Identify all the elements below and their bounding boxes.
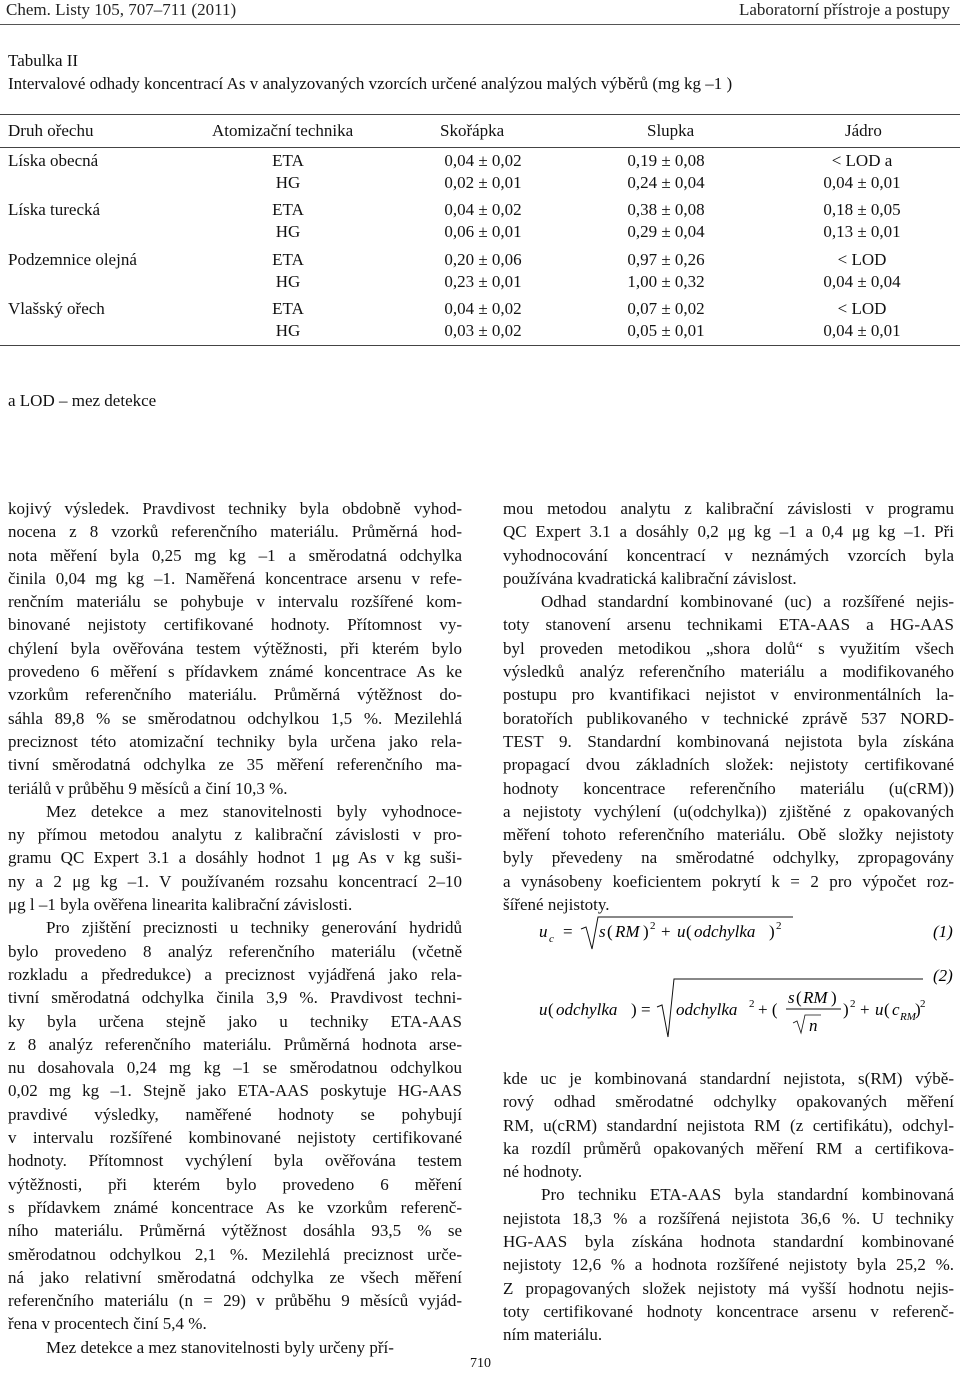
text-line: ny přímou metodou analytu z kalibrační závislosti v pro- [8,825,462,845]
table-cell-kernel: < LOD a [831,151,893,170]
table-cell-skin: 0,19 ± 0,08 [627,151,705,170]
table-cell-shell: 0,06 ± 0,01 [444,222,522,241]
table-cell-shell: 0,04 ± 0,02 [444,200,522,219]
text-line: výtěžnosti, při kterém bylo provedeno 6 měření [8,1174,462,1194]
equation-1-number: (1) [933,922,953,941]
text-line: ky byla určena stejně jako u techniky ETA-AAS [8,1011,462,1031]
svg-text:): ) [831,988,837,1007]
svg-text:=: = [641,1000,651,1019]
text-line: μg l –1 byla ověřena linearita kalibrační závislosti. [8,895,353,915]
text-line: toty certifikované hodnoty koncentrace arsenu v referenč- [503,1301,954,1321]
svg-text:n: n [809,1016,818,1035]
svg-text:RM: RM [900,1011,916,1023]
table-cell-technique: ETA [272,299,304,318]
table-cell-skin: 0,29 ± 0,04 [627,222,705,241]
text-line: sáhla 89,8 % se směrodatnou odchylkou 1,5 %. Mezilehlá [8,708,462,728]
text-line: chýlení byla ověřována testem výtěžnosti, při kterém bylo [8,638,462,658]
text-line: propagací dvou základních složek: nejistoty certifikované [503,755,954,775]
table-cell-kernel: 0,18 ± 0,05 [823,200,901,219]
right-text-column-bottom [503,1067,954,1347]
text-line: HG-AAS byla získána hodnota standardní kombinované [503,1232,954,1252]
text-line: a vynásobeny koeficientem pokrytí k = 2 pro výpočet roz- [503,871,954,891]
running-header-section: Laboratorní přístroje a postupy [738,0,950,19]
right-text-column-top [503,497,954,916]
text-line: s přídavkem známé koncentrace As ke vzorkům referenč- [8,1197,462,1217]
table-caption-title: Tabulka II [8,51,79,70]
table-header-shell: Skořápka [440,121,505,140]
text-line: ního materiálu. Průměrná výtěžnost dosáhla 93,5 % se [8,1221,462,1241]
svg-text:u: u [677,922,686,941]
text-line: provedeno 6 měření s přídavkem známé koncentrace As ke [8,662,462,682]
table-cell-technique: HG [275,272,301,291]
text-line: nu dosahovala 0,24 mg kg –1 se směrodatnou odchylkou [8,1058,462,1078]
table-cell-technique: ETA [272,200,304,219]
text-line: gramu QC Expert 3.1 a dosáhly hodnot 1 μg As v kg suši- [8,848,462,868]
table-cell-kernel: 0,13 ± 0,01 [823,222,901,241]
table-cell-skin: 0,07 ± 0,02 [627,299,705,318]
table-cell-skin: 0,97 ± 0,26 [627,250,705,269]
svg-text:+: + [661,922,671,941]
text-line: z 8 analýz referenčního materiálu. Průměrná hodnota arse- [8,1034,462,1054]
table-cell-kernel: 0,04 ± 0,01 [823,321,901,340]
table-cell-shell: 0,02 ± 0,01 [444,173,522,192]
text-line: byl proveden metodikou „shora dolů“ s využitím všech [503,638,954,658]
table-cell-skin: 0,24 ± 0,04 [627,173,705,192]
svg-text:(: ( [686,922,692,941]
text-line: v intervalu rozšířené kombinované nejistoty certifikované [8,1128,462,1148]
table-caption-text: Intervalové odhady koncentrací As v analyzovaných vzorcích určené analýzou malých výběrů (mg kg –1 ) [8,74,733,93]
table-cell-skin: 0,05 ± 0,01 [627,321,705,340]
text-line: výsledků analýz referenčního materiálu a modifikovaného [503,662,954,682]
table-cell-kernel: < LOD [837,250,887,269]
text-line: binované nejistoty certifikované hodnoty. Přítomnost vy- [8,615,462,635]
text-line: měření tohoto referenčního materiálu. Obě složky nejistoty [503,825,954,845]
text-line: pravdivé výsledky, naměřené hodnoty se pohybují [8,1104,462,1124]
svg-text:(: ( [796,988,802,1007]
text-line: činila 0,04 mg kg –1. Naměřená koncentrace arsenu v refe- [8,568,462,588]
text-line: mou metodou analytu z kalibrační závislosti v programu [503,499,954,518]
text-line: kojivý výsledek. Pravdivost techniky byla obdobně vyhod- [8,499,462,518]
table-bottom-rule [0,345,960,346]
text-line: 0,02 mg kg –1. Stejně jako ETA-AAS poskytuje HG-AAS [8,1081,462,1101]
svg-text:): ) [631,1000,637,1019]
svg-text:u: u [539,922,548,941]
text-line: Z propagovaných složek nejistoty má vyšší hodnotu nejis- [503,1278,954,1298]
text-line: Odhad standardní kombinované (uc) a rozšířené nejis- [541,592,954,612]
table-cell-skin: 0,38 ± 0,08 [627,200,705,219]
table-top-rule [0,114,960,115]
text-line: RM, u(cRM) standardní nejistota RM (z certifikátu), odchyl- [503,1115,954,1135]
page-number: 710 [470,1356,491,1371]
text-line: postupu pro kvantifikaci nejistot v environmentálních la- [503,685,954,705]
equation-1 [539,917,793,949]
text-line: QC Expert 3.1 a dosáhly 0,2 μg kg –1 a 0,4 μg kg –1. Při [503,522,954,542]
table-cell-skin: 1,00 ± 0,32 [627,272,705,291]
header-rule [0,24,960,25]
svg-text:2: 2 [776,920,782,932]
svg-text:): ) [643,922,649,941]
svg-text:2: 2 [920,998,926,1010]
table-cell-technique: HG [275,173,301,192]
svg-text:c: c [892,1000,900,1019]
running-header-journal: Chem. Listy 105, 707–711 (2011) [6,0,237,19]
text-line: hodnoty. Přítomnost vychýlení byla ověřována testem [8,1151,462,1171]
text-line: nota měření byla 0,25 mg kg –1 a směrodatná odchylka [8,545,462,565]
svg-text:+ (: + ( [758,1000,778,1019]
svg-text:RM: RM [803,988,828,1007]
svg-text:s: s [788,988,795,1007]
text-line: teriálů v průběhu 9 měsíců a činí 10,3 %. [8,778,288,798]
table-header-technique: Atomizační technika [212,121,354,140]
svg-text:2: 2 [650,920,656,932]
text-line: nejistoty 12,6 % a hodnota rozšířené nejistoty byla 25,2 %. [503,1255,954,1275]
text-line: tivní směrodatná odchylka ze 35 měření referenčního ma- [8,755,462,775]
svg-text:c: c [549,933,554,945]
text-line: ná jako relativní směrodatná odchylka ze všech měření [8,1267,462,1287]
text-line: používána kvadratická kalibrační závislost. [503,568,797,588]
table-cell-kernel: < LOD [837,299,887,318]
text-line: nejistota 18,3 % a rozšířená nejistota 36,6 %. U techniky [503,1208,954,1228]
left-text-column [8,497,462,1359]
text-line: Mez detekce a mez stanovitelnosti byly vyhodnoce- [46,801,462,821]
table-cell-technique: HG [275,222,301,241]
table-cell-kernel: 0,04 ± 0,01 [823,173,901,192]
text-line: bylo provedeno 8 analýz referenčního materiálu (včetně [8,941,462,961]
text-line: směrodatnou odchylkou 2,1 %. Mezilehlá preciznost urče- [8,1244,462,1264]
table-header-rule [0,147,960,148]
text-line: né hodnoty. [503,1162,583,1182]
svg-text:2: 2 [850,998,856,1010]
svg-text:): ) [769,922,775,941]
table-cell-nut: Líska obecná [8,151,99,170]
text-line: vzorkům referenčního materiálu. Průměrná výtěžnost do- [8,685,462,705]
text-line: vyhodnocování koncentrací v neznámých vzorcích byla [503,545,954,565]
svg-text:=: = [563,922,573,941]
table-cell-kernel: 0,04 ± 0,04 [823,272,901,291]
svg-text:): ) [843,1000,849,1019]
svg-text:odchylka: odchylka [694,922,756,941]
text-line: kde uc je kombinovaná standardní nejistota, s(RM) výbě- [503,1069,954,1088]
text-line: toty stanovení arsenu technikami ETA-AAS a HG-AAS [503,615,954,635]
text-line: Pro zjištění preciznosti u techniky generování hydridů [46,918,462,938]
svg-text:(: ( [548,1000,554,1019]
svg-text:u: u [875,1000,884,1019]
table-cell-nut: Podzemnice olejná [8,250,137,269]
text-line: rový odhad směrodatné odchylky opakovaných měření [503,1092,954,1112]
text-line: šířené nejistoty. [503,895,610,915]
text-line: preciznost této atomizační techniky byla určena jako rela- [8,731,462,751]
svg-text:u: u [539,1000,548,1019]
table-cell-shell: 0,04 ± 0,02 [444,299,522,318]
equation-2-number: (2) [933,966,953,985]
equation-2 [539,979,926,1037]
text-line: a nejistoty vychýlení (u(odchylka)) zjištěné z opakovaných [503,801,954,821]
table-cell-shell: 0,20 ± 0,06 [444,250,522,269]
table-cell-nut: Vlašský ořech [8,299,105,318]
text-line: tivní směrodatná odchylka činila 3,9 %. Pravdivost techni- [8,988,462,1008]
text-line: nocena z 8 vzorků referenčního materiálu. Průměrná hod- [8,522,462,542]
table-cell-nut: Líska turecká [8,200,101,219]
text-line: byly převedeny na směrodatné odchylky, zpropagovány [503,848,954,868]
text-line: Mez detekce a mez stanovitelnosti byly určeny pří- [46,1337,394,1357]
table-cell-shell: 0,23 ± 0,01 [444,272,522,291]
text-line: ka rozdíl průměrů opakovaných měření RM a certifikova- [503,1138,954,1158]
text-line: referenčního materiálu (n = 29) v průběhu 9 měsíců vyjád- [8,1291,462,1311]
text-line: Pro techniku ETA-AAS byla standardní kombinovaná [541,1185,954,1205]
text-line: ním materiálu. [503,1325,603,1345]
table-cell-technique: ETA [272,151,304,170]
svg-text:+: + [860,1000,870,1019]
svg-text:odchylka: odchylka [676,1000,738,1019]
text-line: hodnoty koncentrace referenčního materiálu (u(cRM)) [503,778,954,798]
table-header-nut: Druh ořechu [8,121,94,140]
equations [503,915,958,1055]
text-line: renčním materiálu se pohybuje v intervalu rozšířené kom- [8,592,462,612]
svg-text:(: ( [884,1000,890,1019]
table-cell-technique: HG [275,321,301,340]
svg-text:2: 2 [749,998,755,1010]
table-cell-shell: 0,04 ± 0,02 [444,151,522,170]
svg-text:(: ( [607,922,613,941]
text-line: ny a 2 μg kg –1. V používaném rozsahu koncentrací 2–10 [8,871,462,891]
text-line: TEST 9. Standardní kombinovaná nejistota byla získána [503,731,954,751]
svg-text:odchylka: odchylka [556,1000,618,1019]
table-header-kernel: Jádro [845,121,882,140]
text-line: řena v procentech činí 5,4 %. [8,1314,207,1334]
svg-text:RM: RM [615,922,640,941]
table-cell-shell: 0,03 ± 0,02 [444,321,522,340]
text-line: rozkladu a předredukce) a preciznost vyjádřená jako rela- [8,964,462,984]
text-line: boratořích publikovaného v technické zprávě 537 NORD- [503,708,954,728]
table-footnote: a LOD – mez detekce [8,391,157,410]
table-cell-technique: ETA [272,250,304,269]
svg-text:s: s [599,922,606,941]
table-header-skin: Slupka [647,121,695,140]
svg-text:): ) [915,1000,921,1019]
